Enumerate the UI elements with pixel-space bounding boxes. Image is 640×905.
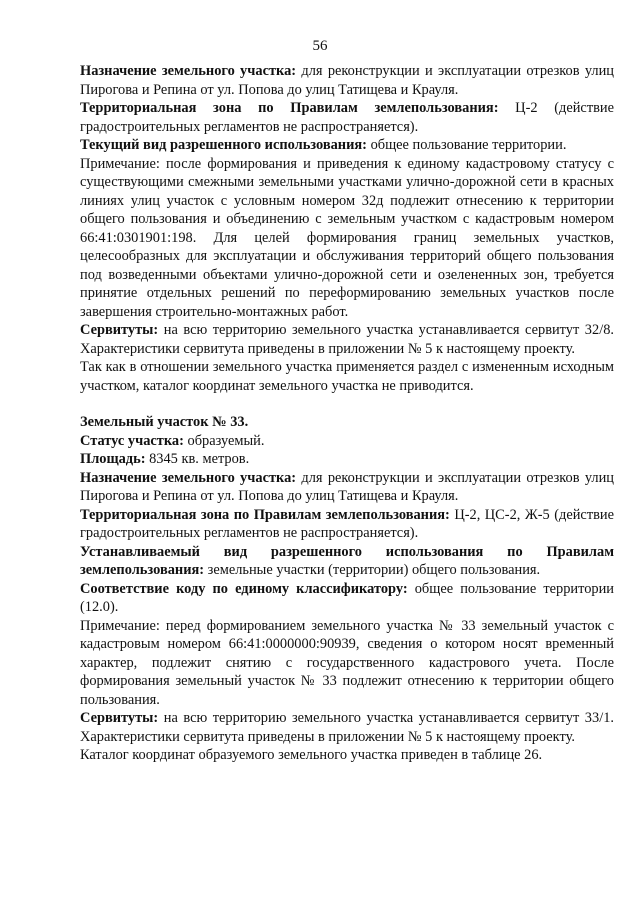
servitude-label-2: Сервитуты: [80,710,159,726]
zone-label: Территориальная зона по Правилам землепользования: [80,100,499,116]
section-title [80,413,614,432]
purpose-paragraph [80,62,614,99]
established-use-paragraph [80,543,614,580]
note-paragraph-2: Примечание: перед формированием земельного участка № 33 земельный участок с кадастровым номером 66:41:0000000:90939, сведения о котором носят временный характер, подлежит снятию с государственного кадастрового учета. После формирования земельный участок № 33 подлежит отнесению к территории общего пользования. [80,617,614,708]
zone-text: Ц-2 (действие градостроительных регламентов не распространяется). [80,100,614,135]
status-text: образуемый. [183,432,265,449]
purpose-text-2: для реконструкции и эксплуатации отрезков улиц Пирогова и Репина от ул. Попова до улиц Татищева и Крауля. [80,469,614,504]
current-use-paragraph [80,136,614,155]
classifier-paragraph [80,580,614,617]
page-number: 56 [312,38,328,54]
classifier-label: Соответствие коду по единому классификатору: [80,580,408,597]
established-use-text: земельные участки (территории) общего пользования. [204,562,541,578]
area-label: Площадь: [80,451,146,467]
servitude-label: Сервитуты: [80,322,159,338]
section-gap [80,395,614,413]
section-title-text: Земельный участок № 33. [80,414,249,430]
area-paragraph [80,450,614,469]
zone-paragraph [80,99,614,136]
catalog-note-paragraph: Так как в отношении земельного участка применяется раздел с измененным исходным участком, каталог координат земельного участка не приводится. [80,359,614,394]
servitude-paragraph-2 [80,709,614,746]
current-use-text: общее пользование территории. [366,137,567,153]
servitude-text-2: на всю территорию земельного участка устанавливается сервитут 33/1. Характеристики сервитута приведены в приложении № 5 к настоящему проекту. [80,710,614,745]
classifier-text: общее пользование территории (12.0). [80,580,614,615]
note-paragraph: Примечание: после формирования и приведения к единому кадастровому статусу с существующими смежными земельными участками улично-дорожной сети в красных линиях улиц участок с условным номером 32д подлежит отнесению к территории общего пользования и объединению с земельным участком с кадастровым номером 66:41:0301901:198. Для целей формирования границ земельных участков, целесообразных для эксплуатации и обслуживания территорий общего пользования под возведенными объектами улично-дорожной сети и озелененных зон, требуется принятие отдельных решений по переформированию земельных участков после завершения строительно-монтажных работ. [80,155,614,320]
document-body [80,62,614,765]
status-paragraph [80,432,614,451]
purpose-text: для реконструкции и эксплуатации отрезков улиц Пирогова и Репина от ул. Попова до улиц Татищева и Крауля. [80,63,614,98]
zone-paragraph-2 [80,506,614,543]
servitude-paragraph [80,321,614,358]
servitude-text: на всю территорию земельного участка устанавливается сервитут 32/8. Характеристики сервитута приведены в приложении № 5 к настоящему проекту. [80,322,614,357]
purpose-paragraph-2 [80,469,614,506]
established-use-label: Устанавливаемый вид разрешенного использования по Правилам землепользования: [80,543,614,578]
purpose-label: Назначение земельного участка: [80,63,297,79]
zone-text-2: Ц-2, ЦС-2, Ж-5 (действие градостроительных регламентов не распространяется). [80,506,614,541]
current-use-label: Текущий вид разрешенного использования: [80,137,367,153]
zone-label-2: Территориальная зона по Правилам землепользования: [80,506,450,523]
area-text: 8345 кв. метров. [145,451,250,467]
status-label: Статус участка: [80,432,184,449]
catalog-note-paragraph-2: Каталог координат образуемого земельного участка приведен в таблице 26. [80,747,543,763]
purpose-label-2: Назначение земельного участка: [80,469,297,486]
